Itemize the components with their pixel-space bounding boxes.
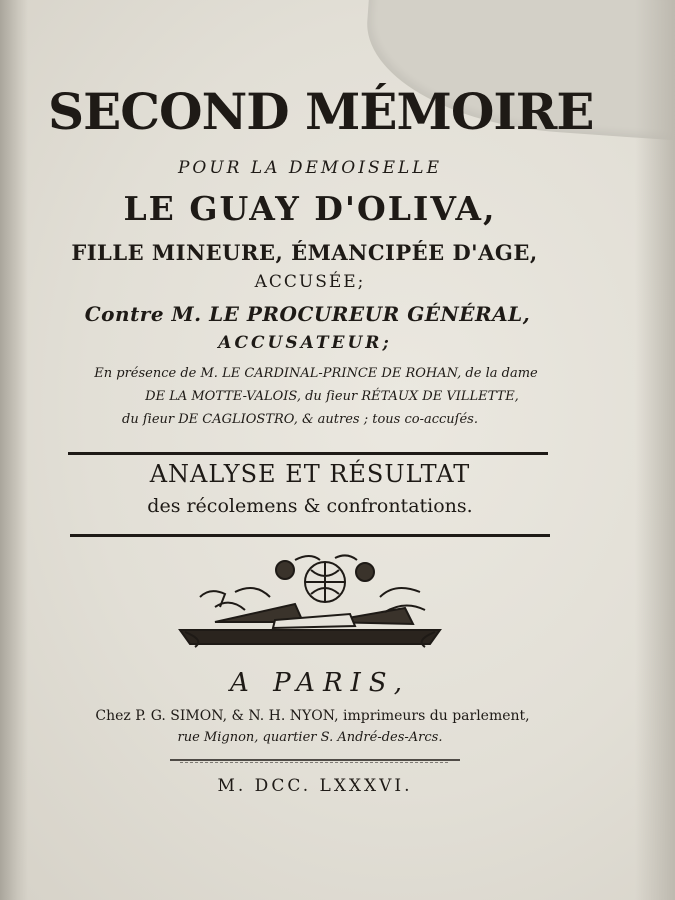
printers-line: Chez P. G. SIMON, & N. H. NYON, imprimeurs du parlement, xyxy=(95,708,530,724)
contre-line: Contre M. LE PROCUREUR GÉNÉRAL, xyxy=(84,302,531,326)
bottom-divider-rule xyxy=(70,534,550,537)
ornamental-rule-icon xyxy=(170,757,460,763)
place-of-publication: A PARIS, xyxy=(230,668,410,698)
address-line: rue Mignon, quartier S. André-des-Arcs. xyxy=(177,730,443,745)
book-and-globe-vignette-icon xyxy=(175,552,445,652)
publication-date: M. DCC. LXXXVI. xyxy=(217,776,413,796)
book-spine-shadow xyxy=(0,0,28,900)
subject-name: LE GUAY D'OLIVA, xyxy=(123,189,497,228)
document-title: SECOND MÉMOIRE xyxy=(48,82,594,141)
subject-description: FILLE MINEURE, ÉMANCIPÉE D'AGE, xyxy=(71,240,538,265)
page-edge-shadow xyxy=(635,0,675,900)
presence-line-1: En présence de M. LE CARDINAL-PRINCE DE ROHAN, de la dame xyxy=(94,366,538,381)
presence-line-2: DE LA MOTTE-VALOIS, du ſieur RÉTAUX DE VILLETTE, xyxy=(145,389,519,404)
section-title: ANALYSE ET RÉSULTAT xyxy=(149,460,471,488)
accusateur-label: ACCUSATEUR; xyxy=(218,333,392,353)
accusee-label: ACCUSÉE; xyxy=(254,272,366,292)
presence-line-3: du ſieur DE CAGLIOSTRO, & autres ; tous co-accuſés. xyxy=(122,412,478,427)
section-subtitle: des récolemens & confrontations. xyxy=(147,495,473,517)
top-divider-rule xyxy=(68,452,548,455)
pour-line: POUR LA DEMOISELLE xyxy=(177,158,443,178)
